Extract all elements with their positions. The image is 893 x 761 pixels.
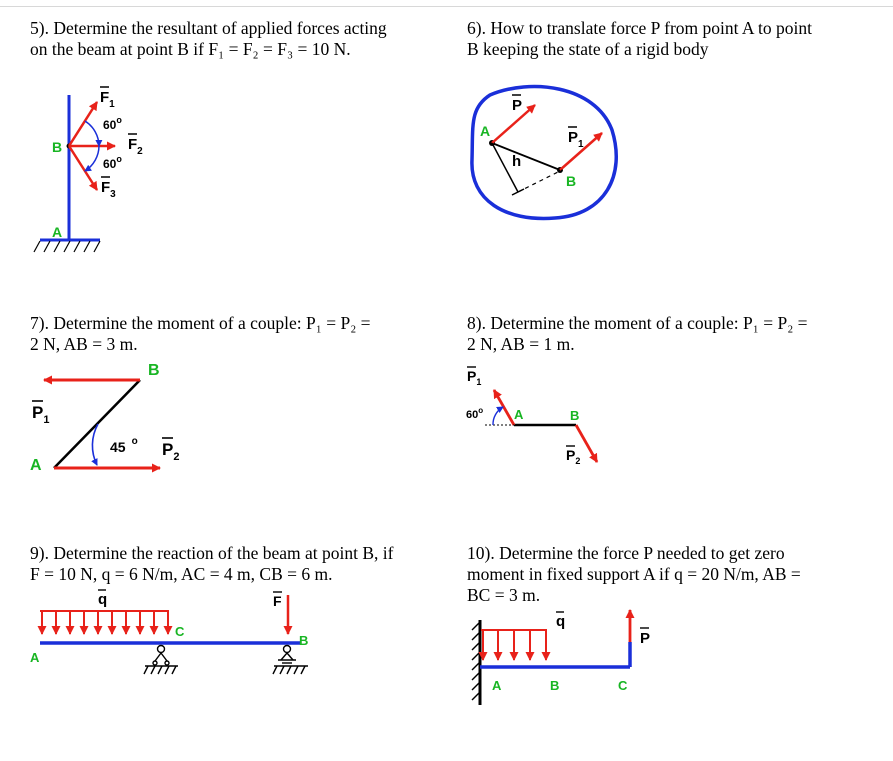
figure-9 xyxy=(30,590,308,674)
fig6-label-h: h xyxy=(512,153,522,170)
fig7-angle-label: 45 $^o$ xyxy=(110,436,138,455)
fig7-label-p2: $P_2$ xyxy=(162,440,180,463)
problem-9-text: 9). Determine the reaction of the beam at point B, if F = 10 N, q = 6 N/m, AC = 4 m, CB = 6 m. xyxy=(30,543,394,584)
fig9-support-c xyxy=(144,646,178,675)
figure-5 xyxy=(34,87,143,252)
fig5-label-a: A xyxy=(52,224,63,240)
fig6-line-of-action xyxy=(518,170,562,192)
fig5-label-f2: $F_2$ xyxy=(128,136,143,157)
fig6-label-b: B xyxy=(566,173,577,189)
fig7-label-b: B xyxy=(148,362,160,379)
fig8-label-a: A xyxy=(514,407,524,422)
fig5-force-f1 xyxy=(69,102,97,146)
problem-6-text: 6). How to translate force P from point A to point B keeping the state of a rigid body xyxy=(467,18,812,59)
fig10-distributed-load xyxy=(483,630,546,660)
fig5-ground-hatch xyxy=(34,241,100,252)
fig6-label-p: P xyxy=(512,97,523,114)
figure-10 xyxy=(472,610,650,705)
fig6-arm-tick xyxy=(512,189,524,195)
fig7-angle-arc xyxy=(92,424,98,465)
fig6-segment-ab xyxy=(492,143,560,170)
fig8-label-p2: $P_2$ xyxy=(566,447,581,466)
fig9-label-c: C xyxy=(175,624,185,639)
fig8-label-p1: $P_1$ xyxy=(467,368,482,387)
fig9-label-q: q xyxy=(98,591,108,608)
fig5-label-b: B xyxy=(52,139,63,155)
problem-7-text: 7). Determine the moment of a couple: P₁ = P₂ = 2 N, AB = 3 m. xyxy=(30,313,371,354)
fig9-label-a: A xyxy=(30,650,40,665)
figure-7 xyxy=(30,362,179,474)
fig7-label-p1: $P_1$ xyxy=(32,403,50,426)
fig5-force-f3 xyxy=(69,146,97,190)
figure-6 xyxy=(472,87,616,219)
fig6-label-p1: $P_1$ xyxy=(568,129,584,150)
fig7-segment-ab xyxy=(54,380,140,468)
fig9-support-b xyxy=(273,646,308,675)
fig10-label-a: A xyxy=(492,678,502,693)
fig5-angle-arc-top xyxy=(85,121,99,146)
fig10-label-q: q xyxy=(556,613,566,630)
fig9-label-b: B xyxy=(299,633,309,648)
fig8-force-p1 xyxy=(494,390,514,425)
fig10-label-b: B xyxy=(550,678,560,693)
fig9-label-f: F xyxy=(273,593,282,609)
fig5-label-f1: $F_1$ xyxy=(100,89,115,110)
fig5-angle-bottom-label: 60$^o$ xyxy=(103,154,122,171)
fig5-angle-top-label: 60$^o$ xyxy=(103,115,122,132)
fig8-angle-arc xyxy=(493,407,503,425)
fig5-label-f3: $F_3$ xyxy=(101,179,116,200)
fig6-label-a: A xyxy=(480,123,491,139)
problem-5-text: 5). Determine the resultant of applied forces acting on the beam at point B if F₁ = F₂ = F₃ = 10 N. xyxy=(30,18,387,59)
fig7-label-a: A xyxy=(30,457,42,474)
fig10-label-c: C xyxy=(618,678,628,693)
fig8-label-b: B xyxy=(570,408,580,423)
problem-10-text: 10). Determine the force P needed to get zero moment in fixed support A if q = 20 N/m, AB = BC = 3 m. xyxy=(467,543,801,605)
fig6-rigid-body-outline xyxy=(472,87,616,219)
fig5-angle-arc-bottom xyxy=(85,146,99,171)
fig8-angle-label: 60$^o$ xyxy=(466,406,484,421)
problem-8-text: 8). Determine the moment of a couple: P₁ = P₂ = 2 N, AB = 1 m. xyxy=(467,313,808,354)
fig9-distributed-load xyxy=(42,611,168,634)
figure-8 xyxy=(466,367,597,466)
fig10-label-p: P xyxy=(640,630,651,647)
